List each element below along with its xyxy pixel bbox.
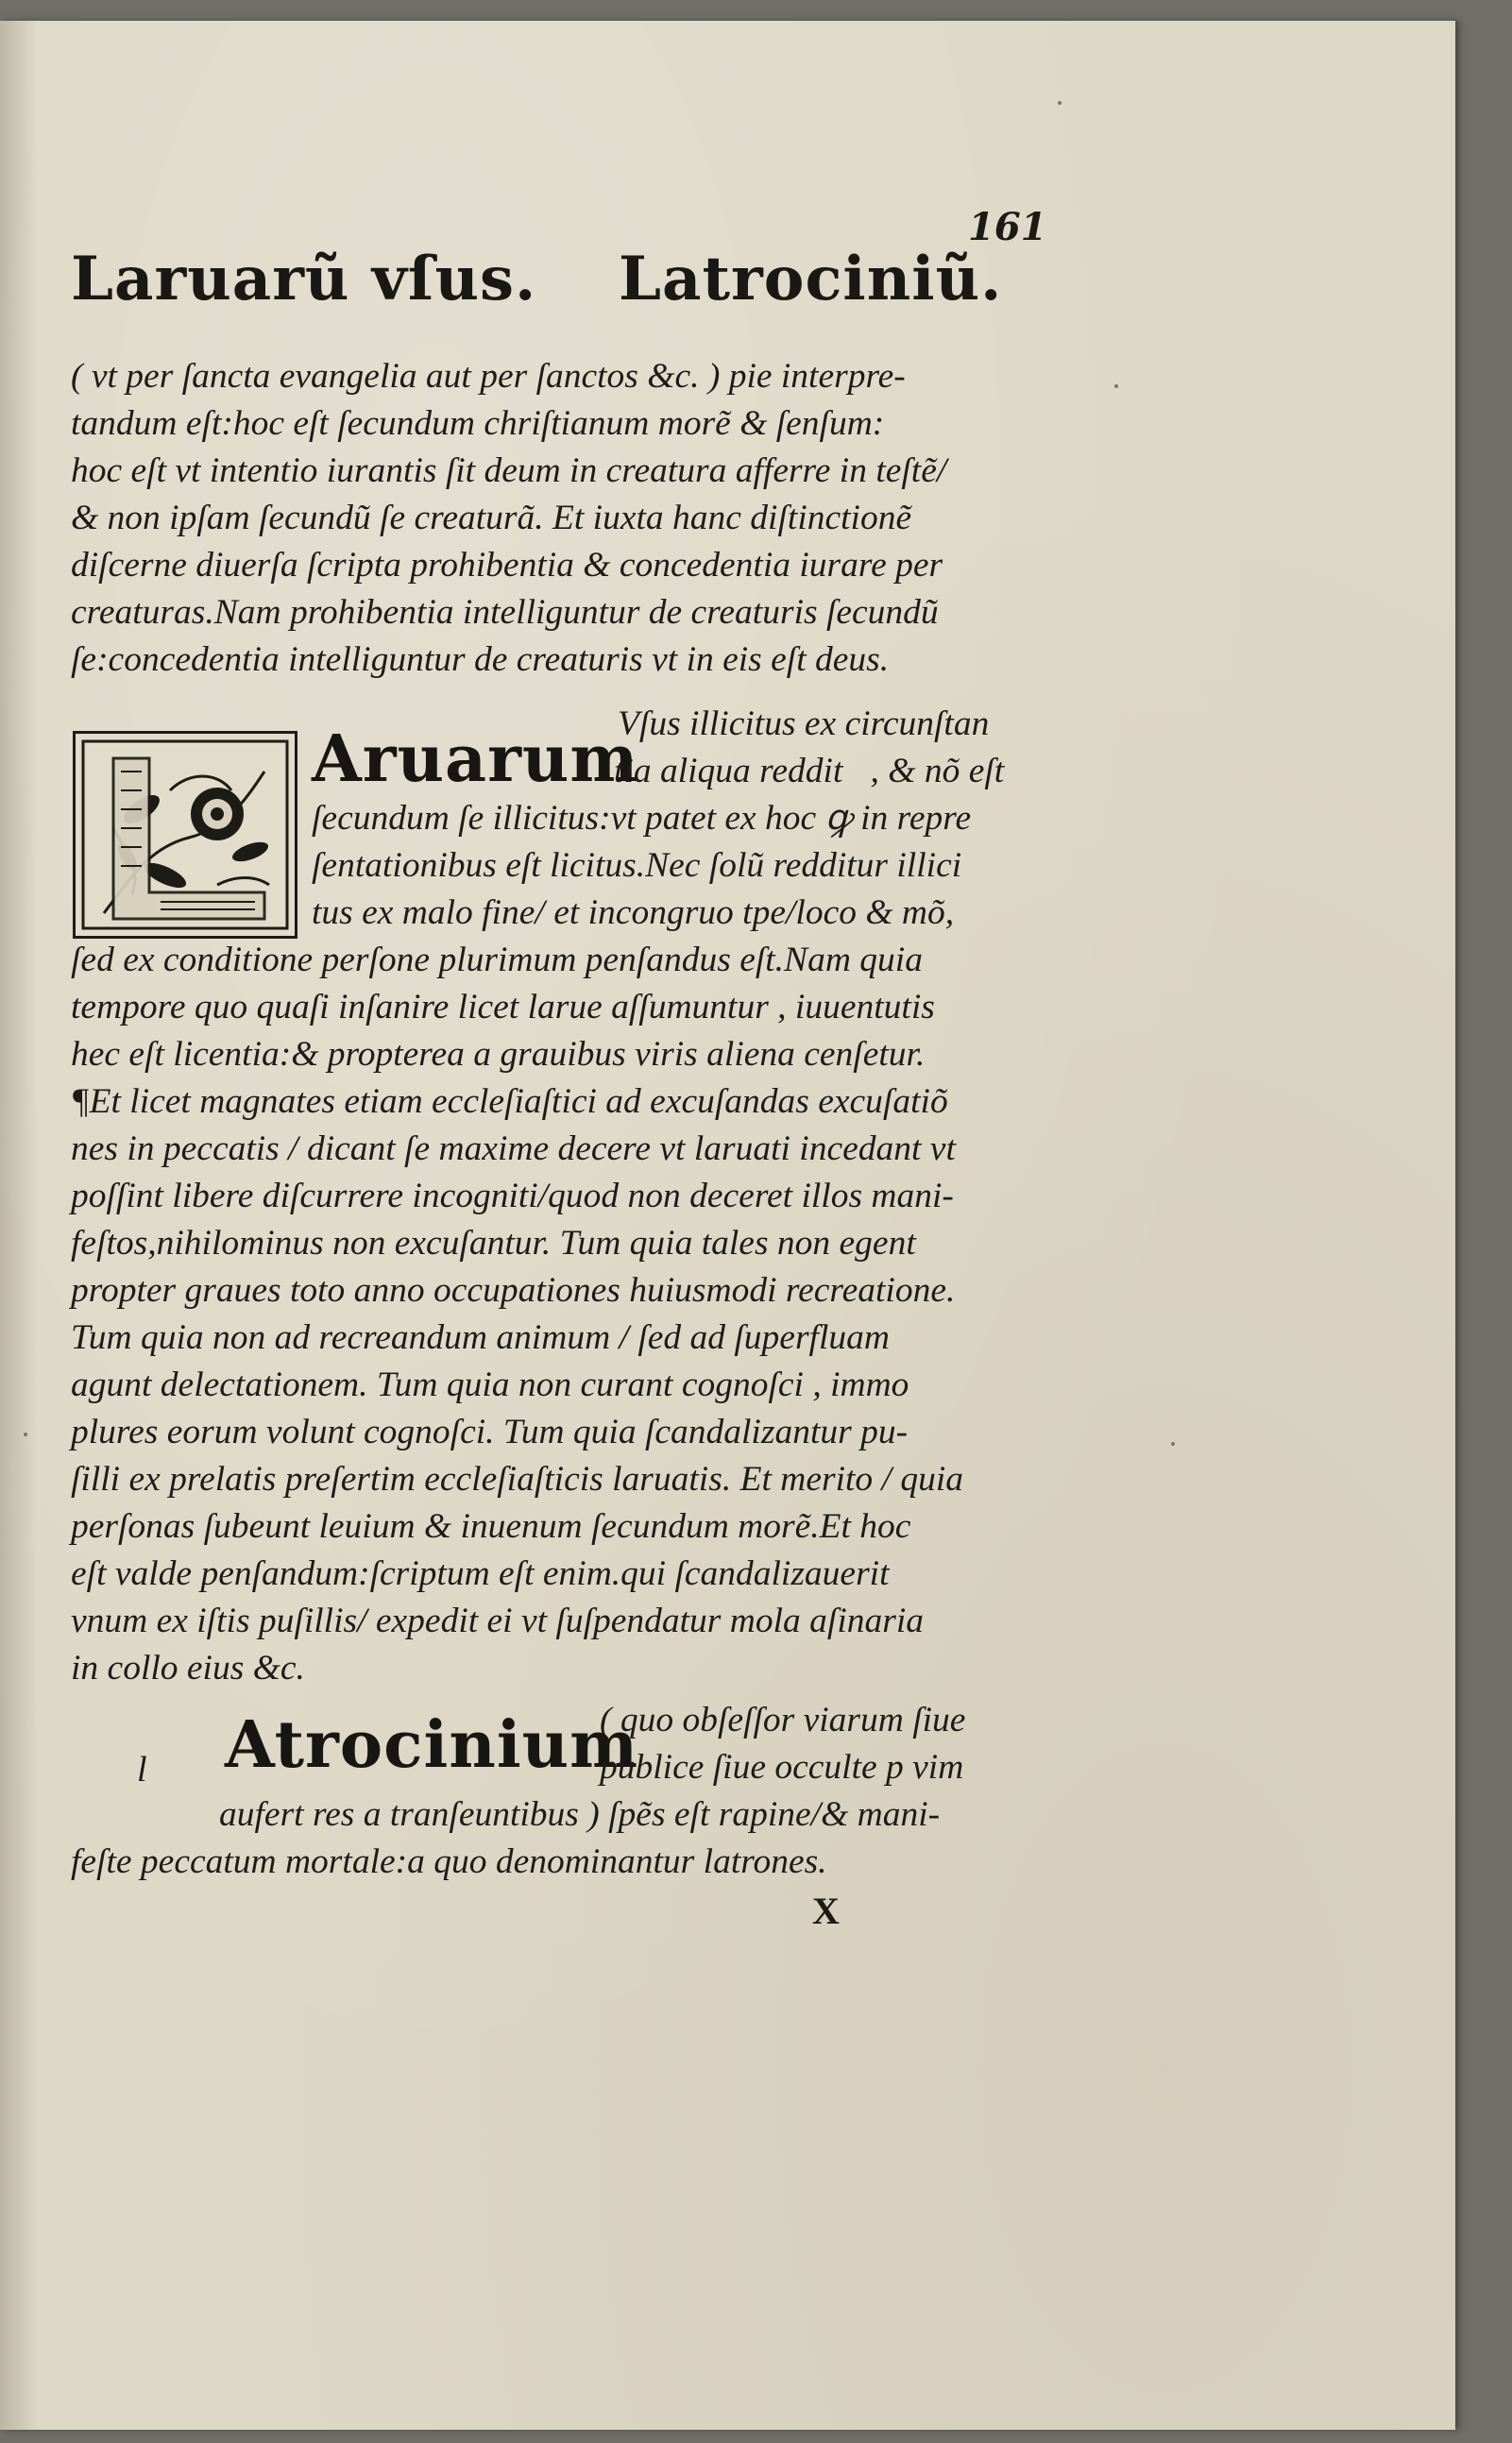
text-line: hoc eſt vt intentio iurantis ſit deum in creatura afferre in teſtẽ/ [71,451,947,490]
text-line: ſe:concedentia intelliguntur de creaturis vt in eis eſt deus. [71,640,890,679]
paper-speck [1114,384,1118,388]
laruarum-body [71,937,963,1692]
text-line: perſonas ſubeunt leuium & inuenum ſecundum morẽ.Et hoc [71,1507,911,1546]
text-line: ( vt per ſancta evangelia aut per ſanctos &c. ) pie interpre- [71,357,906,396]
text-line: vnum ex iſtis puſillis/ expedit ei vt ſuſpendatur mola aſinaria [71,1602,925,1640]
text-line: propter graues toto anno occupationes huiusmodi recreatione. [71,1271,956,1310]
text-line: ſecundum ſe illicitus:vt patet ex hoc ꝙ in repre [312,799,972,838]
text-line: creaturas.Nam prohibentia intelliguntur de creaturis ſecundũ [71,593,939,632]
paper-speck [1058,101,1062,105]
text-line: poſſint libere diſcurrere incogniti/quod non deceret illos mani- [71,1177,954,1215]
text-line: ſed ex conditione perſone plurimum penſandus eſt.Nam quia [71,941,923,979]
text-line: publice ſiue occulte p vim [600,1748,964,1787]
text-line: eſt valde penſandum:ſcriptum eſt enim.qui ſcandalizauerit [71,1554,890,1593]
running-head-left: Laruarũ vſus. [71,244,537,314]
laruarum-side-line: tia aliqua redditᷣ, & nõ eſt [614,752,1005,790]
text-line: diſcerne diuerſa ſcripta prohibentia & concedentia iurare per [71,546,943,585]
entry-heading-atrocinium: Atrocinium [225,1707,639,1783]
text-line: tempore quo quaſi inſanire licet larue aſſumuntur , iuuentutis [71,988,935,1026]
text-line: ( quo obſeſſor viarum ſiue [600,1701,966,1739]
woodcut-initial-l [73,731,297,939]
text-line: Tum quia non ad recreandum animum / ſed ad ſuperfluam [71,1318,890,1357]
latrocinium-side-lines [600,1697,965,1791]
marginal-letter: l [137,1750,147,1790]
woodcut-initial-l-icon [76,734,295,936]
text-line: ¶Et licet magnates etiam eccleſiaſtici ad excuſandas excuſatiõ [71,1082,948,1121]
text-line: in collo eius &c. [71,1649,305,1688]
text-line: tus ex malo fine/ et incongruo tpe/loco & mõ, [312,893,955,932]
paragraph-oath [71,353,1044,684]
paper-speck [1171,1442,1175,1446]
text-line: & non ipſam ſecundũ ſe creaturã. Et iuxta hanc diſtinctionẽ [71,499,912,537]
text-line: tandum eſt:hoc eſt ſecundum chriſtianum morẽ & ſenſum: [71,404,885,443]
text-line: nes in peccatis / dicant ſe maxime decere vt laruati incedant vt [71,1129,956,1168]
running-head-right: Latrociniũ. [619,244,1003,314]
text-line: plures eorum volunt cognoſci. Tum quia ſcandalizantur pu- [71,1413,909,1451]
text-line: hec eſt licentia:& propterea a grauibus viris aliena cenſetur. [71,1035,926,1074]
text-line: ſentationibus eſt licitus.Nec ſolũ redditur illici [312,846,962,885]
book-page [0,21,1455,2430]
paper-speck [24,1433,27,1436]
laruarum-indented-lines [312,795,971,937]
entry-heading-aruarum: Aruarum [312,721,639,797]
latrocinium-line-2: feſte peccatum mortale:a quo denominantur latrones. [71,1842,827,1881]
text-line: feſtos,nihilominus non excuſantur. Tum quia tales non egent [71,1224,916,1263]
text-line: ſilli ex prelatis preſertim eccleſiaſticis laruatis. Et merito / quia [71,1460,964,1499]
folio-number: 161 [968,205,1047,249]
text-line: agunt delectationem. Tum quia non curant cognoſci , immo [71,1366,909,1404]
signature-mark: X [812,1890,840,1932]
latrocinium-line-1: aufert res a tranſeuntibus ) ſpẽs eſt rapine/& mani- [219,1795,941,1834]
laruarum-top-line: Vſus illicitus ex circunſtan [618,704,990,743]
gutter-shadow [0,21,38,2430]
